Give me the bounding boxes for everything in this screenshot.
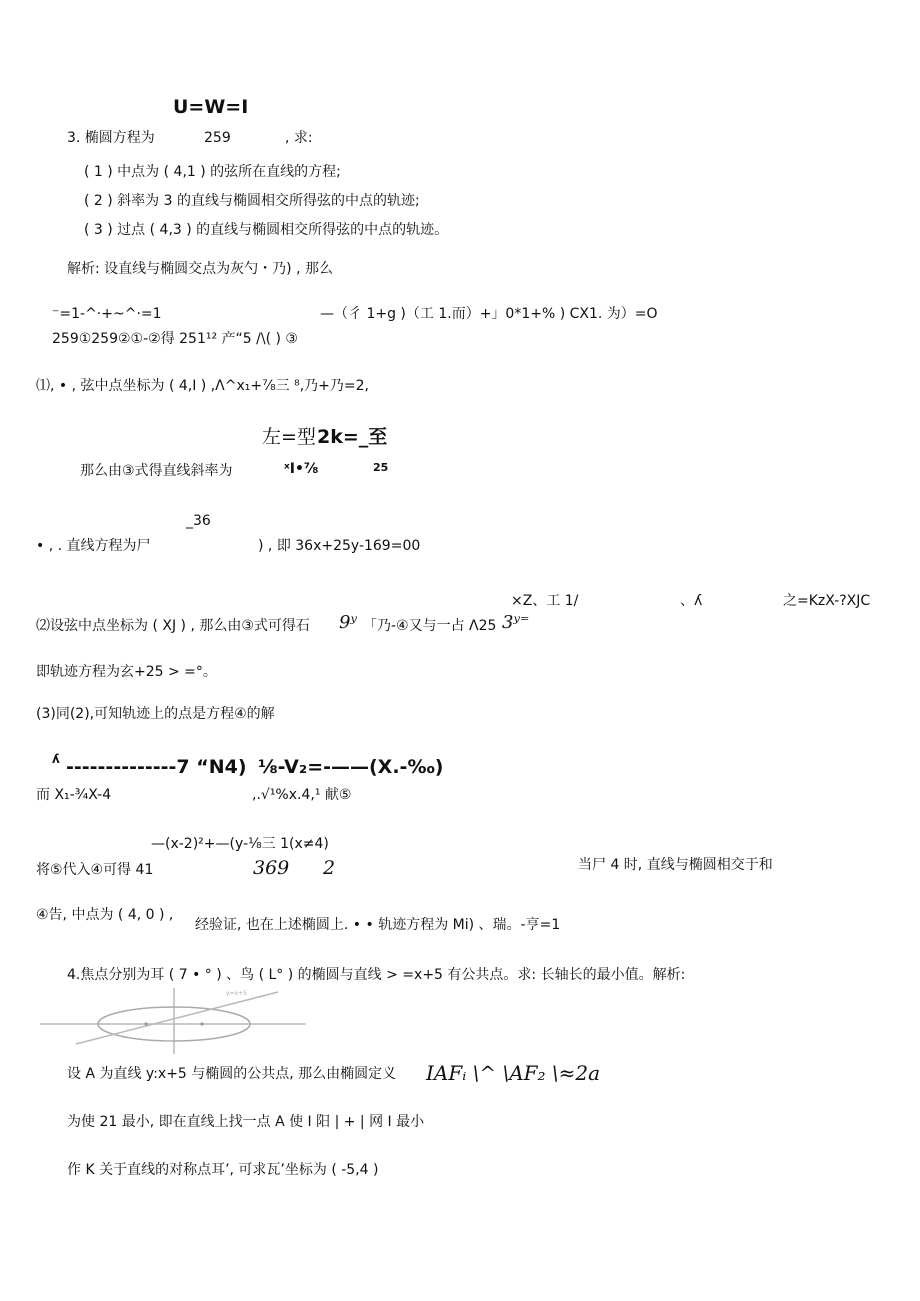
step-2-top-2: 、ʎ xyxy=(680,593,703,609)
line-equation: ) , 即 36x+25y-169=00 xyxy=(258,538,421,554)
problem-4-title: 4.焦点分别为耳 ( 7 • ° ) 、鸟 ( L° ) 的椭圆与直线 > =x+5 有公共点。求: 长轴长的最小值。解析: xyxy=(67,967,686,983)
ellipse-figure xyxy=(40,986,310,1056)
focus-left xyxy=(144,1022,147,1025)
step-2-top-3: 之=KzX-?XJC xyxy=(783,593,871,609)
step-2b: 即轨迹方程为玄+25 > =°。 xyxy=(36,664,217,680)
eq4-part-a: —(x-2)²+—(y-⅛三 1(x≠4) xyxy=(151,836,329,852)
ellipse-definition-formula: IAFᵢ \^ \AF₂ \≈2a xyxy=(426,1061,601,1085)
problem-3-ask: , 求: xyxy=(285,130,313,146)
eq3-lambda: ʎ xyxy=(52,752,60,766)
slope-eq-left: 左=型 xyxy=(262,426,316,448)
eq4-part-c: 当尸 4 时, 直线与椭圆相交于和 xyxy=(578,857,773,873)
heading: U=W=I xyxy=(173,96,249,118)
question-1: ( 1 ) 中点为 ( 4,1 ) 的弦所在直线的方程; xyxy=(84,164,341,180)
problem-4-line-3: 作 K 关于直线的对称点耳’, 可求瓦’坐标为 ( -5,4 ) xyxy=(67,1162,379,1178)
problem-4-line-2: 为使 21 最小, 即在直线上找一点 A 使 I 阳 | + | 网 I 最小 xyxy=(67,1114,425,1130)
step-1c-numerator: _36 xyxy=(186,513,211,529)
step-1c: • , . 直线方程为尸 xyxy=(36,538,151,554)
eq3-part-c: 而 X₁-¾X-4 xyxy=(36,787,112,803)
eq3-part-a: --------------7 “N4) xyxy=(66,756,247,778)
step-2-top-1: ×Z、工 1/ xyxy=(511,593,579,609)
eq3-part-d: ,.√¹%x.4,¹ 献⑤ xyxy=(252,787,352,803)
step-1b-denominator: 25 xyxy=(373,461,389,474)
step-2: ⑵设弦中点坐标为 ( XJ ) , 那么由③式可得石 xyxy=(36,618,310,634)
equation-a: ⁻=1-^·+~^·=1 xyxy=(52,306,162,322)
question-2: ( 2 ) 斜率为 3 的直线与椭圆相交所得弦的中点的轨迹; xyxy=(84,193,420,209)
step-1b-fraction: ˣI•⅞ xyxy=(284,461,319,477)
line-y-x-plus-5 xyxy=(76,992,278,1044)
equation-c: 259①259②①-②得 251¹² 产“5 /\( ) ③ xyxy=(52,331,298,347)
step-3: (3)同(2),可知轨迹上的点是方程④的解 xyxy=(36,706,275,722)
line-label: y=x+5 xyxy=(226,990,247,997)
solution-intro: 解析: 设直线与椭圆交点为灰勺・乃) , 那么 xyxy=(67,261,333,277)
step-2-9y: 9ʸ xyxy=(339,612,357,633)
focus-right xyxy=(200,1022,203,1025)
slope-eq-right: 2k=_至 xyxy=(317,426,388,448)
problem-3-number: 259 xyxy=(204,130,231,146)
step-3b-b: 经验证, 也在上述椭圆上. • • 轨迹方程为 Mi) 、瑞。-亨=1 xyxy=(195,917,561,933)
step-1b: 那么由③式得直线斜率为 xyxy=(80,463,233,479)
eq3-part-b: ⅛-V₂=-——(X.-‰) xyxy=(258,756,444,778)
step-2-3y: 3ʸ⁼ xyxy=(502,612,530,633)
equation-b: —（彳 1+g )（工 1.而）+」0*1+% ) CX1. 为）=O xyxy=(320,306,658,322)
eq4-part-b: 将⑤代入④可得 41 xyxy=(36,862,154,878)
eq4-2: 2 xyxy=(323,857,336,879)
question-3: ( 3 ) 过点 ( 4,3 ) 的直线与椭圆相交所得弦的中点的轨迹。 xyxy=(84,222,449,238)
step-3b-a: ④告, 中点为 ( 4, 0 ) , xyxy=(36,907,174,923)
step-2-middle: 「乃-④又与一占 Λ25 xyxy=(363,618,497,634)
problem-4-line-1: 设 A 为直线 y:x+5 与椭圆的公共点, 那么由椭圆定义 xyxy=(67,1066,397,1082)
step-1: ⑴, • , 弦中点坐标为 ( 4,I ) ,Λ^x₁+⅞三 ⁸,乃+乃=2, xyxy=(36,378,370,394)
problem-3-title: 3. 椭圆方程为 xyxy=(67,130,155,146)
eq4-369: 369 xyxy=(253,857,290,879)
